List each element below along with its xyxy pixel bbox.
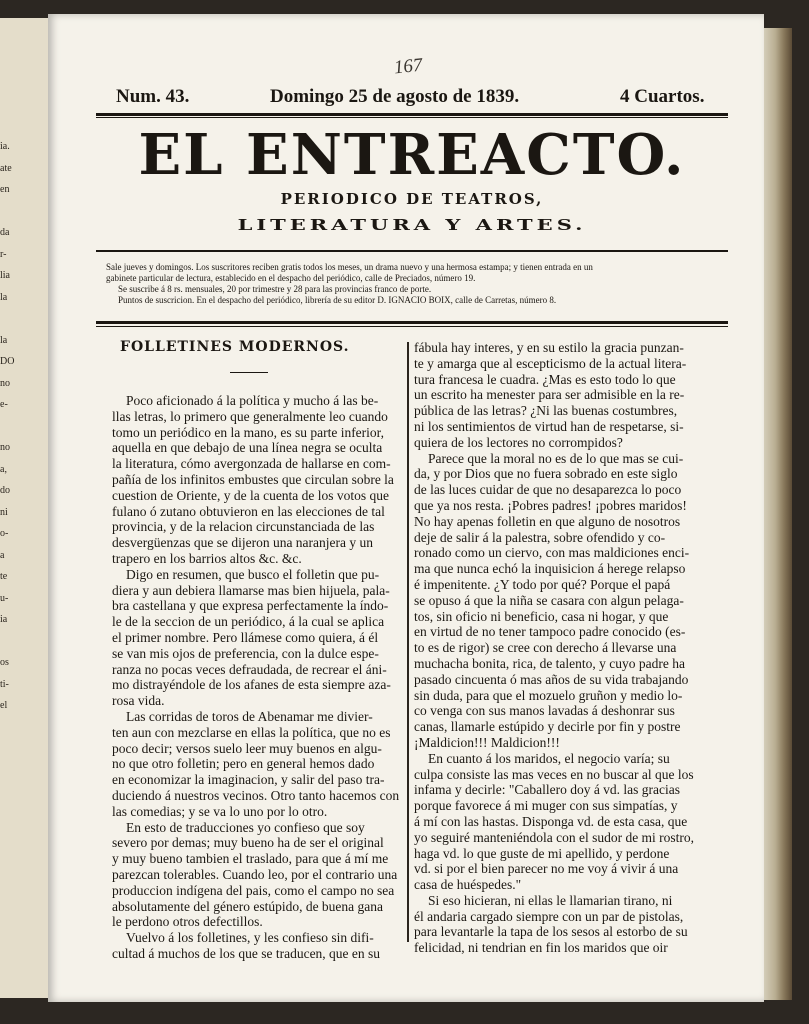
text-line: pública de las letras? ¿Ni las buenas costumbres, — [414, 403, 678, 419]
issue-price: 4 Cuartos. — [620, 86, 705, 107]
article-title: FOLLETINES MODERNOS. — [120, 339, 350, 355]
previous-page-fragment: la — [0, 291, 8, 303]
text-line: en economizar la imaginacion, y salir del paso tra- — [112, 772, 385, 788]
notice-line: Se suscribe á 8 rs. mensuales, 20 por trimestre y 28 para las provincias franco de porte. — [118, 284, 432, 294]
text-line: Las corridas de toros de Abenamar me divier- — [126, 708, 373, 724]
text-line: bra castellana y que expresa perfectamente la índo- — [112, 598, 389, 614]
text-line: vd. si por el bien parecer no me voy á vivir á una — [414, 861, 679, 877]
previous-page-fragment: ni — [0, 506, 8, 518]
text-line: fábula hay interes, y en su estilo la gracia punzan- — [414, 340, 684, 355]
text-line: produccion indígena del pais, como el campo no sea — [112, 882, 395, 898]
article-column-left — [112, 340, 402, 962]
text-line: to es de rigor) se cree con derecho á llevarse una — [414, 640, 677, 656]
issue-header — [116, 86, 716, 110]
text-line: tura francesa le cuadra. ¿Mas es esto todo lo que — [414, 371, 676, 387]
previous-page-fragment: r- — [0, 248, 7, 260]
title-rule — [230, 372, 268, 373]
text-line: él andaria cargado siempre con un par de pistolas, — [414, 908, 684, 924]
text-line: yo seguiré manteniéndola con el sudor de mi rostro, — [414, 829, 695, 845]
text-line: cuestion de Oriente, y de la cuenta de los votos que — [112, 487, 390, 503]
text-line: canas, llamarle estúpido y decirle por fin y postre — [414, 719, 681, 735]
text-line: porque favorece á mi muger con sus simpatías, y — [414, 798, 678, 814]
text-line: haga vd. lo que guste de mi apellido, y perdone — [414, 845, 670, 861]
text-line: casa de huéspedes." — [414, 877, 522, 893]
previous-page-text — [0, 136, 22, 717]
text-line: felicidad, ni tendrian en fin los maridos que oir — [414, 940, 668, 956]
previous-page-fragment: os — [0, 657, 9, 668]
text-line: tos, sin oficio ni beneficio, casa ni hogar, y que — [414, 608, 669, 624]
text-line: é impenitente. ¿Y todo por qué? Porque el papá — [414, 576, 671, 592]
article-column-right — [414, 340, 732, 956]
text-line: ma que nunca echó la inquisicion á herege relapso — [414, 561, 686, 577]
text-line: poco decir; versos suelo leer muy buenos en algu- — [112, 740, 382, 756]
text-line: llas letras, lo primero que generalmente leo cuando — [112, 408, 388, 424]
masthead-subtitle-1: PERIODICO DE TEATROS, — [280, 190, 544, 208]
text-line: duciendo á nuestros vecinos. Otro tanto hacemos con — [112, 787, 400, 803]
previous-page-fragment: e- — [0, 399, 8, 410]
text-line: culpa consiste las mas veces en no buscar al que los — [414, 766, 694, 782]
text-line: ten aun con mezclarse en ellas la política, que no es — [112, 724, 391, 740]
text-line: fulano ó zutano obtuvieron en las elecciones de tal — [112, 503, 385, 519]
text-line: ronado como un ciervo, con mas maldiciones enci- — [414, 545, 690, 561]
header-rule — [96, 113, 728, 116]
text-line: el primer nombre. Pero llámese como quiera, á él — [112, 629, 379, 645]
notice-line: gabinete particular de lectura, establecido en el despacho del periódico, calle de Preciados, número 19. — [106, 273, 476, 283]
previous-page-fragment: ia — [0, 614, 8, 625]
notice-line: Sale jueves y domingos. Los suscritores reciben gratis todos los meses, un drama nuevo y una hermosa estampa; y tienen entrada en un — [106, 262, 593, 272]
text-line: á mí con las hastas. Disponga vd. de esta casa, que — [414, 813, 688, 829]
text-line: ¡Maldicion!!! Maldicion!!! — [414, 734, 560, 750]
masthead-title: EL ENTREACTO. — [138, 122, 686, 188]
text-line: en virtud de no tener tampoco padre conocido (es- — [414, 624, 686, 640]
masthead-rule — [96, 250, 728, 252]
previous-page-fragment: da — [0, 227, 10, 238]
text-line: de las luces cuidar de que no desaparezca lo poco — [414, 482, 682, 498]
text-line: y muy bueno tambien el traslado, para que á mí me — [112, 851, 389, 867]
issue-date: Domingo 25 de agosto de 1839. — [270, 86, 520, 107]
text-line: provincia, y de la relacion circunstanciada de las — [112, 519, 375, 535]
previous-page-fragment: u- — [0, 592, 9, 604]
text-line: deje de salir á la palestra, sobre ofendido y co- — [414, 529, 666, 545]
text-line: sin duda, para que el mozuelo gruñon y medio lo- — [414, 687, 683, 703]
text-line: severo por demas; muy bueno ha de ser el original — [112, 835, 384, 851]
text-line: le de la seccion de un periódico, á la cual se aplica — [112, 614, 385, 630]
text-line: pasado cincuenta ó mas años de su vida trabajando — [414, 671, 689, 687]
previous-page-edge — [0, 18, 48, 998]
text-line: se van mis ojos de preferencia, con la dulce espe- — [112, 645, 379, 661]
text-line: infama y decirle: "Caballero doy á vd. las gracias — [414, 782, 681, 798]
page-stack-edge — [764, 28, 792, 1000]
text-line: Poco aficionado á la política y mucho á las be- — [126, 393, 379, 408]
text-line: co venga con sus manos lavadas á deshonrar sus — [414, 703, 675, 719]
previous-page-fragment: a — [0, 549, 5, 561]
text-line: ni los sentimientos de virtud han de respetarse, si- — [414, 418, 684, 434]
text-line: En cuanto á los maridos, el negocio varía; su — [428, 750, 670, 766]
text-line: Vuelvo á los folletines, y les confieso sin difi- — [126, 930, 374, 946]
text-line: parezcan tolerables. Cuando leo, por el contrario una — [112, 866, 398, 882]
previous-page-fragment — [0, 308, 22, 330]
previous-page-fragment: a, — [0, 463, 7, 475]
text-line: pañía de los infinitos embustes que circulan sobre la — [112, 471, 394, 487]
text-line: absolutamente del género estúpido, de buena gana — [112, 898, 384, 914]
notice-rule-thin — [96, 326, 728, 327]
text-line: para levantarle la tapa de los sesos al estorbo de su — [414, 924, 688, 940]
text-line: muchacha bonita, rica, de talento, y cuyo padre ha — [414, 655, 686, 671]
handwritten-page-number: 167 — [392, 54, 424, 79]
text-line: aquella en que debajo de una línea negra se oculta — [112, 440, 383, 456]
text-line: le perdono otros defectillos. — [112, 914, 263, 930]
text-line: No hay apenas folletin en que alguno de nosotros — [414, 513, 681, 529]
previous-page-fragment: en — [0, 184, 10, 195]
previous-page-fragment: ate — [0, 162, 12, 174]
previous-page-fragment: ia. — [0, 141, 10, 152]
text-line: mo distrayéndole de los afanes de esta siempre aza- — [112, 677, 391, 693]
column-divider — [407, 342, 409, 942]
previous-page-fragment: do — [0, 485, 10, 496]
text-line: Si eso hicieran, ni ellas le llamarian tirano, ni — [428, 892, 673, 908]
text-line: se opuso á que la niña se casara con algun pelaga- — [414, 592, 684, 608]
previous-page-fragment — [0, 416, 22, 438]
notice-rule — [96, 321, 728, 324]
text-line: rosa vida. — [112, 693, 165, 709]
text-line: En esto de traducciones yo confieso que soy — [126, 819, 365, 835]
previous-page-fragment: o- — [0, 528, 9, 539]
masthead-subtitle-2: LITERATURA Y ARTES. — [237, 215, 587, 234]
previous-page-fragment — [0, 631, 22, 653]
subscription-notice — [106, 262, 730, 306]
text-line: quiera de los lectores no corrompidos? — [414, 434, 623, 450]
text-line: cultad á muchos de los que se traducen, que en su — [112, 945, 381, 961]
text-line: un escrito ha menester para ser admisible en la re- — [414, 387, 685, 403]
previous-page-fragment — [0, 201, 22, 223]
text-line: que ya nos resta. ¡Pobres padres! ¡pobres maridos! — [414, 497, 687, 513]
text-line: te y amarga que al escepticismo de la actual litera- — [414, 355, 687, 371]
header-rule-thin — [96, 117, 728, 118]
text-line: da, y por Dios que no fuera sobrado en este siglo — [414, 466, 678, 482]
previous-page-fragment: lia — [0, 270, 10, 281]
previous-page-fragment: no — [0, 377, 10, 389]
text-line: trapero en los barrios altos &c. &c. — [112, 550, 302, 566]
previous-page-fragment: el — [0, 700, 8, 711]
text-line: diera y aun debiera llamarse mas bien hijuela, pala- — [112, 582, 390, 598]
text-line: tomo un periódico en la mano, es su parte inferior, — [112, 424, 385, 440]
text-line: desvergüenzas que se dijeron una naranjera y un — [112, 535, 374, 551]
notice-line: Puntos de suscricion. En el despacho del periódico, librería de su editor D. IGNACIO BOIX, calle de Carretas, número 8. — [118, 295, 557, 305]
previous-page-fragment: DO — [0, 356, 15, 367]
text-line: no que otro folletin; pero en general hemos dado — [112, 756, 375, 772]
issue-number: Num. 43. — [116, 86, 190, 107]
previous-page-fragment: te — [0, 571, 8, 582]
previous-page-fragment: la — [0, 334, 8, 346]
text-line: ranza no pocas veces defraudada, de recrear el áni- — [112, 661, 387, 677]
previous-page-fragment: ti- — [0, 678, 9, 690]
previous-page-fragment: no — [0, 442, 10, 453]
text-line: Digo en resumen, que busco el folletin que pu- — [126, 566, 380, 582]
text-line: Parece que la moral no es de lo que mas se cui- — [428, 450, 684, 466]
text-line: las comedias; y se va lo uno por lo otro. — [112, 803, 328, 819]
text-line: la literatura, cómo avergonzada de hallarse en com- — [112, 456, 391, 472]
